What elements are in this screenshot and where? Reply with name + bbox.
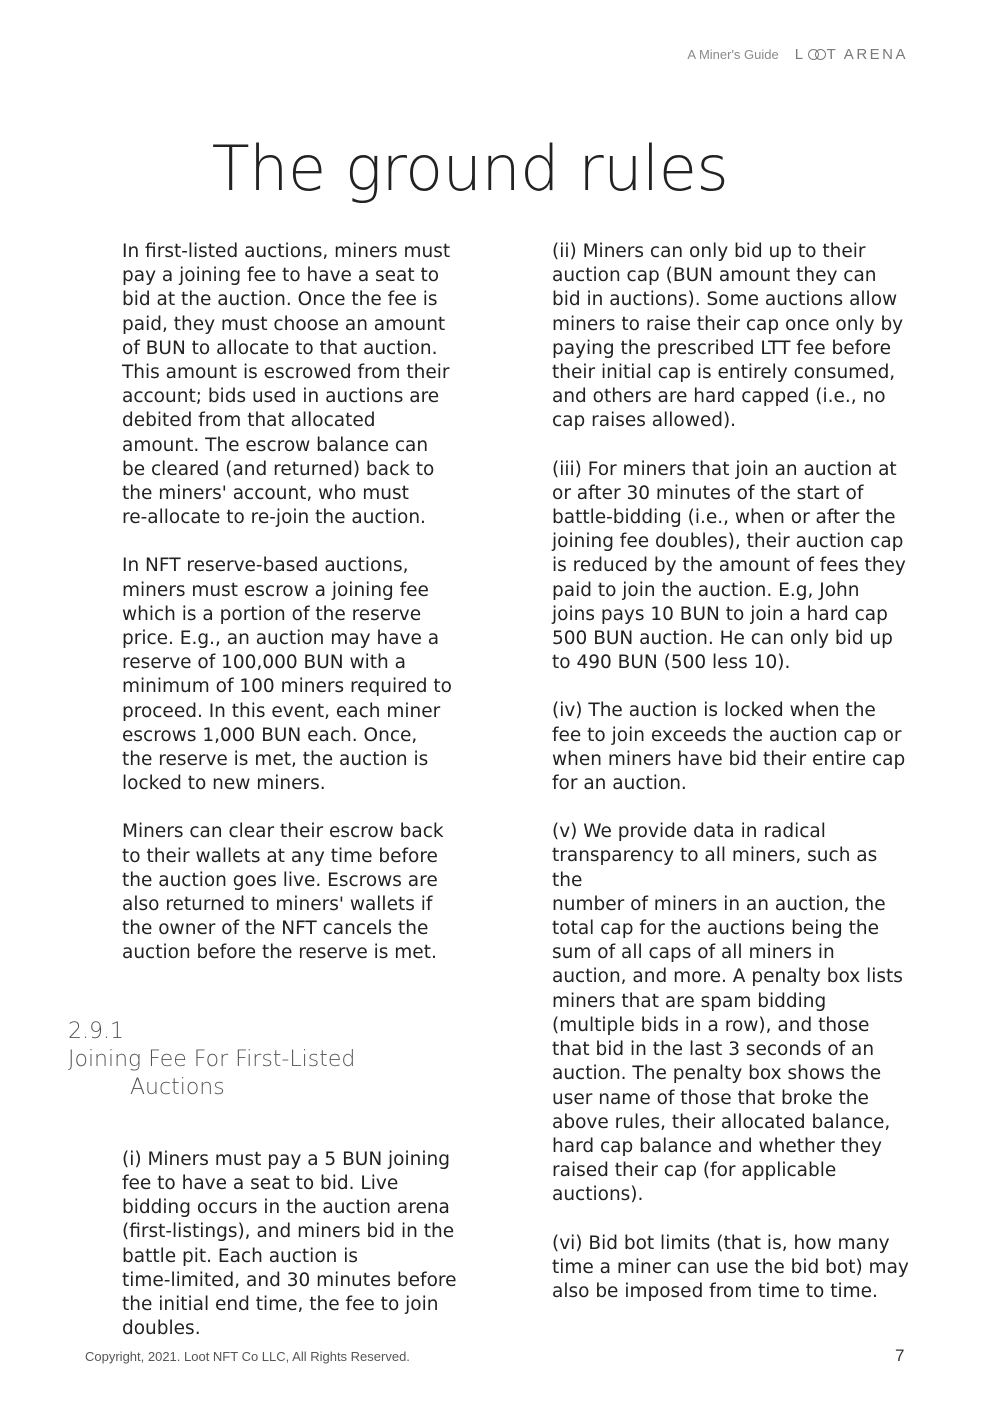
paragraph: (ii) Miners can only bid up to their auction cap (BUN amount they can bid in auctions). Some auctions allow miners to raise their cap once only by paying the prescribed LTT fee before their initial cap is entirely consumed, and others are hard capped (i.e., no cap raises allowed).: [552, 241, 904, 432]
page-header: [687, 46, 908, 63]
paragraph: Miners can clear their escrow back to their wallets at any time before the auction goes live. Escrows are also returned to miners' wallets if the owner of the NFT cancels the auction before the reserve is met.: [122, 821, 444, 964]
page-title: The ground rules: [211, 132, 729, 205]
section-title-line1: Joining Fee For First-Listed: [68, 1046, 356, 1072]
section-heading: [68, 990, 457, 1130]
paragraph: (iv) The auction is locked when the fee to join exceeds the auction cap or when miners have bid their entire cap for an auction.: [552, 700, 906, 795]
logo-double-ring-icon: [808, 49, 826, 60]
paragraph: (i) Miners must pay a 5 BUN joining fee to have a seat to bid. Live bidding occurs in the auction arena (first-listings), and miners bid in the battle pit. Each auction is time-limited, and 30 minutes before the initial end time, the fee to join doubles.: [122, 1148, 457, 1340]
copyright-notice: Copyright, 2021. Loot NFT Co LLC, All Rights Reserved.: [85, 1349, 410, 1364]
guide-label: A Miner's Guide: [687, 47, 779, 62]
loot-arena-logo: L T ARENA: [794, 46, 908, 63]
section-title-line2: Auctions: [130, 1074, 225, 1100]
paragraph: In NFT reserve-based auctions, miners must escrow a joining fee which is a portion of the reserve price. E.g., an auction may have a reserve of 100,000 BUN with a minimum of 100 miners required to proceed. In this event, each miner escrows 1,000 BUN each. Once, the reserve is met, the auction is locked to new miners.: [122, 555, 452, 795]
paragraph: (vi) Bid bot limits (that is, how many time a miner can use the bid bot) may also be imposed from time to time.: [552, 1232, 909, 1302]
section-number: 2.9.1: [68, 1018, 124, 1044]
page-number: 7: [895, 1346, 905, 1365]
left-column: [68, 240, 457, 1365]
paragraph: (v) We provide data in radical transparency to all miners, such as the number of miners in an auction, the total cap for the auctions being the sum of all caps of all miners in auction, and more. A penalty box lists miners that are spam bidding (multiple bids in a row), and those that bid in the last 3 seconds of an auction. The penalty box shows the user name of those that broke the above rules, their allocated balance, hard cap balance and whether they raised their cap (for applicable auctions).: [552, 821, 903, 1206]
paragraph: (iii) For miners that join an auction at or after 30 minutes of the start of battle-bidding (i.e., when or after the joining fee doubles), their auction cap is reduced by the amount of fees they paid to join the auction. E.g, John joins pays 10 BUN to join a hard cap 500 BUN auction. He can only bid up to 490 BUN (500 less 10).: [552, 458, 906, 674]
right-column: [552, 240, 912, 1328]
paragraph: In first-listed auctions, miners must pay a joining fee to have a seat to bid at the auction. Once the fee is paid, they must choose an amount of BUN to allocate to that auction. This amount is escrowed from their account; bids used in auctions are debited from that allocated amount. The escrow balance can be cleared (and returned) back to the miners' account, who must re-allocate to re-join the auction.: [122, 241, 451, 529]
